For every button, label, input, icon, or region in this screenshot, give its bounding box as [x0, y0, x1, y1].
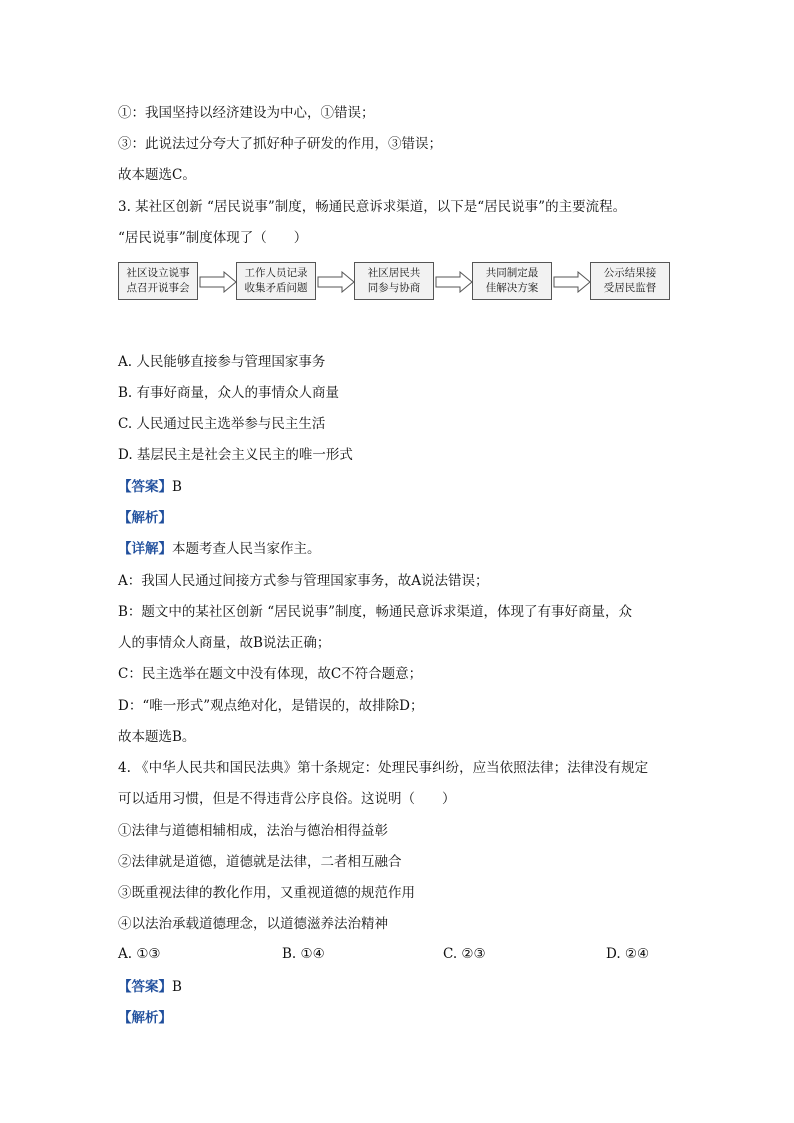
q4-option-c: C. ②③	[443, 946, 486, 962]
flow-step-2: 工作人员记录 收集矛盾问题	[236, 262, 316, 300]
flow-step-3: 社区居民共 同参与协商	[354, 262, 434, 300]
q4-statement-3: ③既重视法律的教化作用，又重视道德的规范作用	[118, 885, 415, 901]
q3-explain-c: C：民主选举在题文中没有体现，故C不符合题意；	[118, 666, 423, 682]
prev-line-1: ①：我国坚持以经济建设为中心，①错误；	[118, 105, 375, 121]
arrow-right-icon	[316, 271, 356, 293]
q4-option-a: A. ①③	[118, 946, 161, 962]
flow-step-4: 共同制定最 佳解决方案	[472, 262, 552, 300]
q3-explain-b-2: 人的事情众人商量，故B说法正确；	[118, 635, 331, 651]
q3-analysis-heading: 【解析】	[118, 510, 172, 526]
arrow-right-icon	[198, 271, 238, 293]
q4-stem-2: 可以适用习惯，但是不得违背公序良俗。这说明（ ）	[118, 791, 456, 807]
q3-explain-a: A：我国人民通过间接方式参与管理国家事务，故A说法错误；	[118, 573, 489, 589]
q3-option-c: C. 人民通过民主选举参与民主生活	[118, 416, 326, 432]
q3-stem-2: “居民说事”制度体现了（ ）	[118, 230, 308, 246]
q4-stem-1: 4. 《中华人民共和国民法典》第十条规定：处理民事纠纷，应当依照法律；法律没有规定	[118, 760, 649, 776]
prev-line-2: ③：此说法过分夸大了抓好种子研发的作用，③错误；	[118, 136, 442, 152]
q4-statement-4: ④以法治承载道德理念，以道德滋养法治精神	[118, 916, 388, 932]
q4-statement-1: ①法律与道德相辅相成，法治与德治相得益彰	[118, 823, 388, 839]
q3-explain-b-1: B：题文中的某社区创新 “居民说事”制度，畅通民意诉求渠道，体现了有事好商量，众	[118, 604, 633, 620]
flow-step-1: 社区设立说事 点召开说事会	[118, 262, 198, 300]
q4-option-b: B. ①④	[282, 946, 325, 962]
q3-detail: 【详解】本题考查人民当家作主。	[118, 541, 321, 557]
q3-stem-1: 3. 某社区创新 “居民说事”制度，畅通民意诉求渠道，以下是“居民说事”的主要流程。	[118, 199, 627, 215]
q3-option-a: A. 人民能够直接参与管理国家事务	[118, 354, 326, 370]
prev-line-3: 故本题选C。	[118, 167, 196, 183]
q3-option-d: D. 基层民主是社会主义民主的唯一形式	[118, 447, 353, 463]
q3-explain-d: D：“唯一形式”观点绝对化，是错误的，故排除D；	[118, 698, 424, 714]
q4-answer: 【答案】B	[118, 979, 182, 995]
q3-answer: 【答案】B	[118, 479, 182, 495]
q4-analysis-heading: 【解析】	[118, 1010, 172, 1026]
q3-conclusion: 故本题选B。	[118, 729, 196, 745]
flow-diagram	[118, 262, 670, 304]
arrow-right-icon	[434, 271, 474, 293]
flow-step-5: 公示结果接 受居民监督	[590, 262, 670, 300]
q4-statement-2: ②法律就是道德，道德就是法律，二者相互融合	[118, 854, 402, 870]
q3-option-b: B. 有事好商量，众人的事情众人商量	[118, 385, 340, 401]
q4-option-d: D. ②④	[606, 946, 650, 962]
arrow-right-icon	[552, 271, 592, 293]
